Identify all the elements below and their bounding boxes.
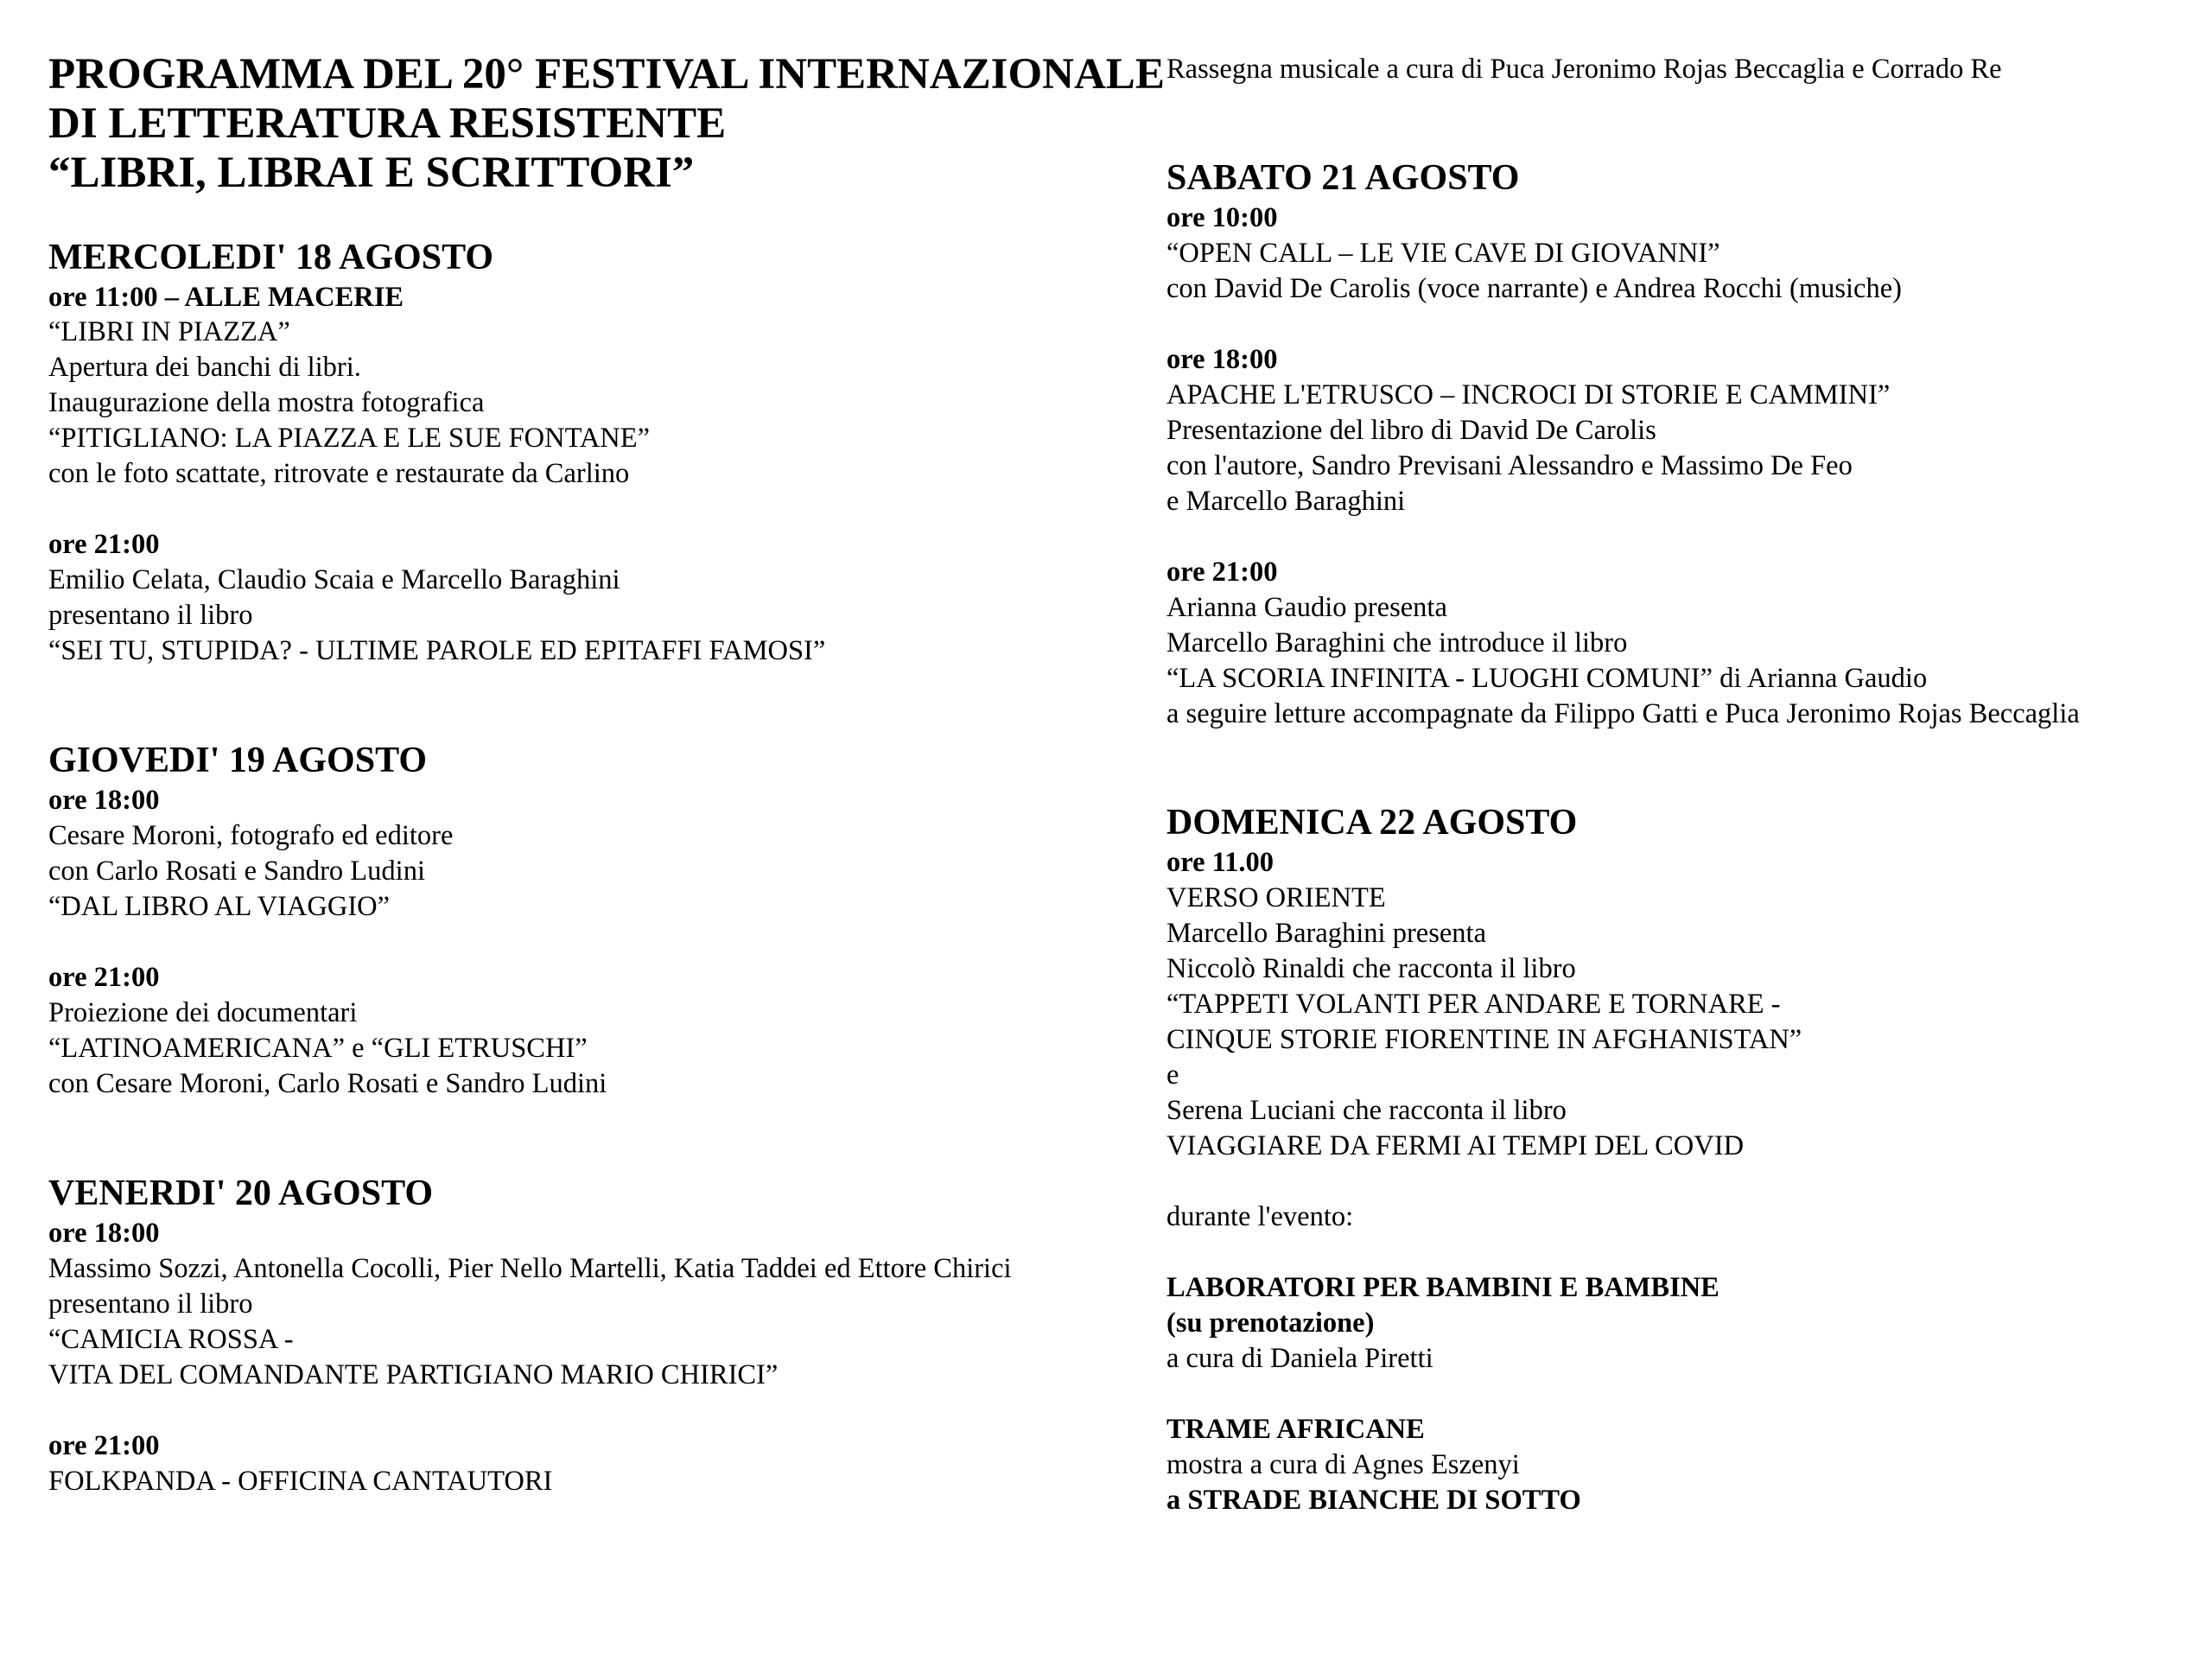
- workshop-title: LABORATORI PER BAMBINI E BAMBINE: [1166, 1272, 1719, 1303]
- event-time: ore 21:00: [1166, 557, 1278, 588]
- event-text: e: [1166, 1059, 1179, 1091]
- page-title: “LIBRI, LIBRAI E SCRITTORI”: [48, 149, 695, 197]
- event-text: presentano il libro: [48, 600, 253, 631]
- event-time: ore 11.00: [1166, 847, 1274, 878]
- day-heading: SABATO 21 AGOSTO: [1166, 158, 1520, 198]
- page-title: DI LETTERATURA RESISTENTE: [48, 99, 727, 148]
- event-text: APACHE L'ETRUSCO – INCROCI DI STORIE E CAMMINI”: [1166, 379, 1891, 410]
- event-text: “OPEN CALL – LE VIE CAVE DI GIOVANNI”: [1166, 238, 1720, 269]
- event-text: e Marcello Baraghini: [1166, 486, 1406, 517]
- event-text: con Carlo Rosati e Sandro Ludini: [48, 856, 425, 887]
- event-text: Marcello Baraghini presenta: [1166, 918, 1486, 949]
- event-time: ore 18:00: [48, 785, 160, 816]
- event-time: ore 21:00: [48, 962, 160, 993]
- event-text: “LA SCORIA INFINITA - LUOGHI COMUNI” di Arianna Gaudio: [1166, 663, 1928, 694]
- event-text: “LATINOAMERICANA” e “GLI ETRUSCHI”: [48, 1033, 588, 1064]
- day-heading: MERCOLEDI' 18 AGOSTO: [48, 238, 493, 277]
- event-text: Apertura dei banchi di libri.: [48, 352, 361, 383]
- event-text: con David De Carolis (voce narrante) e Andrea Rocchi (musiche): [1166, 273, 1902, 304]
- event-time: ore 11:00 – ALLE MACERIE: [48, 282, 404, 313]
- event-text: con Cesare Moroni, Carlo Rosati e Sandro Ludini: [48, 1068, 607, 1099]
- event-text: “DAL LIBRO AL VIAGGIO”: [48, 891, 391, 922]
- event-text: Presentazione del libro di David De Carolis: [1166, 415, 1656, 446]
- event-text: durante l'evento:: [1166, 1201, 1354, 1232]
- day-heading: GIOVEDI' 19 AGOSTO: [48, 741, 428, 780]
- event-text: VIAGGIARE DA FERMI AI TEMPI DEL COVID: [1166, 1130, 1745, 1161]
- event-time: ore 21:00: [48, 1430, 160, 1461]
- event-text: Serena Luciani che racconta il libro: [1166, 1095, 1567, 1126]
- event-text: CINQUE STORIE FIORENTINE IN AFGHANISTAN”: [1166, 1024, 1802, 1055]
- event-text: Proiezione dei documentari: [48, 997, 358, 1028]
- event-text: mostra a cura di Agnes Eszenyi: [1166, 1449, 1520, 1480]
- event-text: VERSO ORIENTE: [1166, 882, 1386, 913]
- event-time: ore 21:00: [48, 529, 160, 560]
- event-text: “PITIGLIANO: LA PIAZZA E LE SUE FONTANE”: [48, 423, 651, 454]
- event-time: ore 18:00: [1166, 344, 1278, 375]
- event-text: Cesare Moroni, fotografo ed editore: [48, 820, 454, 851]
- workshop-note: (su prenotazione): [1166, 1307, 1375, 1339]
- event-time: ore 18:00: [48, 1218, 160, 1249]
- event-text: presentano il libro: [48, 1288, 253, 1320]
- event-text: Rassegna musicale a cura di Puca Jeronimo Rojas Beccaglia e Corrado Re: [1166, 54, 2002, 85]
- event-text: VITA DEL COMANDANTE PARTIGIANO MARIO CHIRICI”: [48, 1359, 779, 1390]
- event-time: ore 10:00: [1166, 202, 1278, 233]
- event-text: Marcello Baraghini che introduce il libro: [1166, 627, 1628, 658]
- day-heading: DOMENICA 22 AGOSTO: [1166, 803, 1578, 843]
- event-text: “SEI TU, STUPIDA? - ULTIME PAROLE ED EPITAFFI FAMOSI”: [48, 635, 826, 666]
- event-text: Niccolò Rinaldi che racconta il libro: [1166, 953, 1576, 984]
- event-text: “LIBRI IN PIAZZA”: [48, 316, 290, 347]
- event-text: a seguire letture accompagnate da Filippo Gatti e Puca Jeronimo Rojas Beccaglia: [1166, 698, 2080, 729]
- exhibition-title: TRAME AFRICANE: [1166, 1414, 1425, 1445]
- day-heading: VENERDI' 20 AGOSTO: [48, 1174, 433, 1213]
- event-text: Arianna Gaudio presenta: [1166, 592, 1447, 623]
- event-text: Emilio Celata, Claudio Scaia e Marcello Baraghini: [48, 564, 620, 595]
- event-text: “CAMICIA ROSSA -: [48, 1324, 294, 1355]
- event-text: Inaugurazione della mostra fotografica: [48, 387, 485, 418]
- event-text: con l'autore, Sandro Previsani Alessandro e Massimo De Feo: [1166, 450, 1853, 481]
- event-text: con le foto scattate, ritrovate e restaurate da Carlino: [48, 458, 630, 489]
- event-text: “TAPPETI VOLANTI PER ANDARE E TORNARE -: [1166, 989, 1781, 1020]
- event-text: FOLKPANDA - OFFICINA CANTAUTORI: [48, 1466, 553, 1497]
- event-text: Massimo Sozzi, Antonella Cocolli, Pier Nello Martelli, Katia Taddei ed Ettore Chirici: [48, 1253, 1012, 1284]
- event-text: a cura di Daniela Piretti: [1166, 1343, 1433, 1374]
- event-location: a STRADE BIANCHE DI SOTTO: [1166, 1485, 1581, 1516]
- page-title: PROGRAMMA DEL 20° FESTIVAL INTERNAZIONALE: [48, 50, 1165, 99]
